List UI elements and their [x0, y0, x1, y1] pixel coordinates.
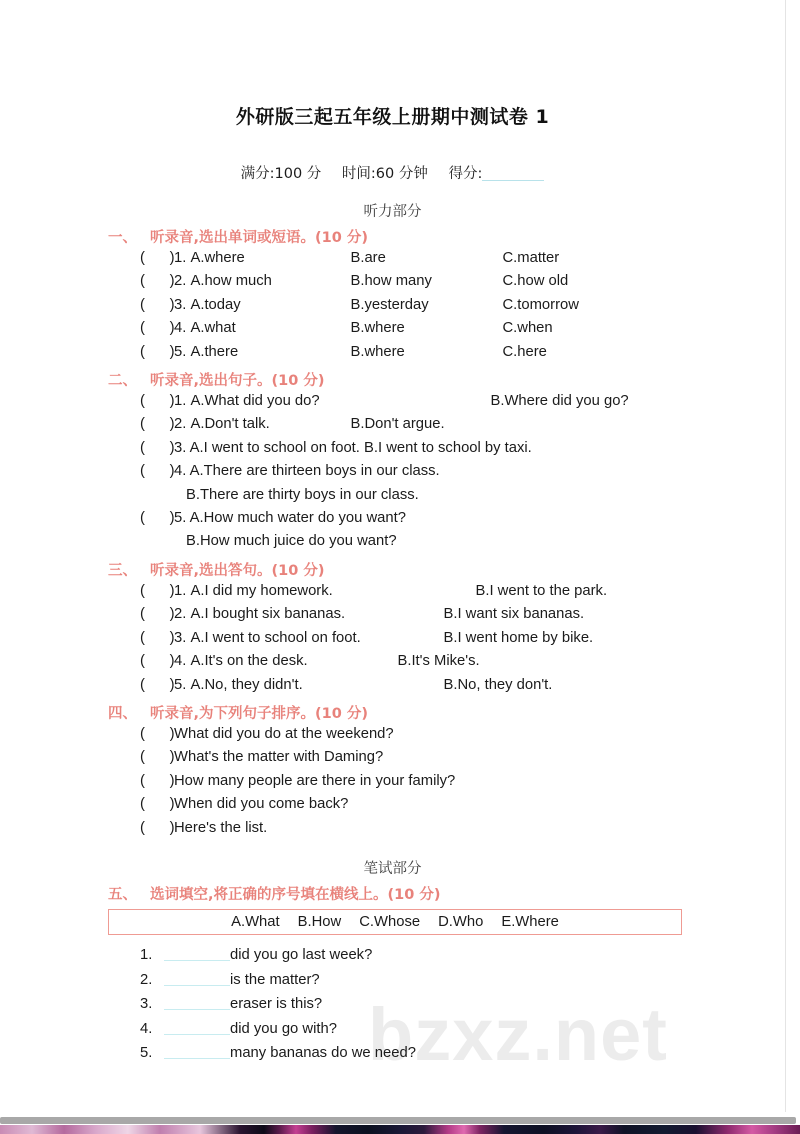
option-a[interactable]: A.there	[190, 343, 239, 360]
fill-in-row	[140, 1017, 785, 1042]
fill-in-text: is the matter?	[230, 971, 320, 988]
item-number: 1.	[174, 393, 187, 410]
page-divider-bar	[0, 1117, 796, 1124]
answer-bracket[interactable]: ( )	[140, 676, 175, 693]
section-2-items	[0, 390, 785, 554]
ordering-sentence[interactable]: When did you come back?	[174, 796, 349, 813]
answer-blank[interactable]	[164, 1009, 230, 1010]
next-page-preview-strip[interactable]	[0, 1125, 800, 1134]
option-b[interactable]: B.I went to the park.	[475, 582, 608, 599]
option-a[interactable]: A.I went to school on foot.	[190, 629, 361, 646]
item-number: 2.	[140, 971, 153, 988]
question-row	[140, 674, 785, 697]
listening-part-header: 听力部分	[363, 204, 422, 220]
section-heading-3	[108, 559, 785, 580]
option-b[interactable]: B.No, they don't.	[443, 676, 553, 693]
option-a[interactable]: A.Don't talk.	[190, 416, 270, 433]
option-b[interactable]: B.how many	[350, 273, 432, 290]
item-number: 2.	[174, 273, 187, 290]
option-b[interactable]: B.Where did you go?	[490, 393, 629, 410]
option-b[interactable]: B.are	[350, 250, 386, 266]
answer-bracket[interactable]: ( )	[140, 273, 175, 290]
option-a[interactable]: A.I went to school on foot. B.I went to school by taxi.	[189, 439, 532, 456]
answer-bracket[interactable]: ( )	[140, 796, 175, 813]
fill-in-text: eraser is this?	[230, 996, 323, 1013]
item-number: 1.	[140, 946, 153, 963]
section-heading-4	[108, 702, 785, 723]
item-number: 2.	[174, 416, 187, 433]
answer-bracket[interactable]: ( )	[140, 772, 175, 789]
score-blank[interactable]	[482, 180, 544, 181]
section-number-5: 五、	[108, 886, 137, 903]
word-bank-option[interactable]: A.What	[231, 913, 280, 930]
answer-bracket[interactable]: ( )	[140, 819, 175, 836]
answer-bracket[interactable]: ( )	[140, 416, 175, 433]
ordering-sentence[interactable]: What did you do at the weekend?	[174, 725, 394, 742]
ordering-sentence[interactable]: Here's the list.	[174, 819, 268, 836]
answer-blank[interactable]	[164, 960, 230, 961]
option-c[interactable]: C.tomorrow	[502, 296, 579, 313]
option-b[interactable]: B.where	[350, 320, 405, 337]
option-b[interactable]: B.It's Mike's.	[397, 653, 480, 670]
question-row	[140, 793, 785, 816]
item-number: 1.	[174, 250, 187, 266]
question-row	[140, 580, 785, 603]
section-title-3: 听录音,选出答句。(10 分)	[150, 562, 325, 579]
fill-in-text: did you go with?	[230, 1020, 337, 1037]
option-a[interactable]: A.how much	[190, 273, 272, 290]
option-a[interactable]: A.what	[190, 320, 236, 337]
option-b-continuation[interactable]: B.How much juice do you want?	[186, 533, 397, 550]
answer-bracket[interactable]: ( )	[140, 463, 175, 480]
question-row	[140, 723, 785, 746]
section-5-fill-items	[0, 943, 785, 1066]
answer-bracket[interactable]: ( )	[140, 343, 175, 360]
option-b[interactable]: B.I went home by bike.	[443, 629, 594, 646]
option-b-continuation[interactable]: B.There are thirty boys in our class.	[186, 486, 419, 503]
option-b[interactable]: B.I want six bananas.	[443, 606, 585, 623]
option-a[interactable]: A.No, they didn't.	[190, 676, 303, 693]
question-row	[140, 390, 785, 413]
fill-in-text: many bananas do we need?	[230, 1045, 416, 1062]
word-bank-option[interactable]: D.Who	[438, 913, 484, 930]
option-b[interactable]: B.yesterday	[350, 296, 429, 313]
section-heading-2	[108, 369, 785, 390]
section-1-items	[0, 247, 785, 364]
option-a[interactable]: A.where	[190, 250, 245, 266]
question-row	[140, 341, 785, 364]
option-c[interactable]: C.here	[502, 343, 547, 360]
question-row	[140, 270, 785, 293]
total-score-label: 满分:100 分	[240, 166, 322, 182]
answer-bracket[interactable]: ( )	[140, 250, 175, 266]
section-title-2: 听录音,选出句子。(10 分)	[150, 373, 325, 390]
word-bank-option[interactable]: E.Where	[501, 913, 559, 930]
answer-bracket[interactable]: ( )	[140, 439, 175, 456]
section-title-5: 选词填空,将正确的序号填在横线上。(10 分)	[150, 886, 441, 903]
section-number-3: 三、	[108, 562, 137, 579]
option-a[interactable]: A.How much water do you want?	[189, 510, 406, 527]
section-number-4: 四、	[108, 705, 137, 722]
item-number: 2.	[174, 606, 187, 623]
item-number: 3.	[174, 296, 187, 313]
option-c[interactable]: C.matter	[502, 250, 560, 266]
answer-bracket[interactable]: ( )	[140, 510, 175, 527]
answer-blank[interactable]	[164, 1058, 230, 1059]
question-row	[140, 627, 785, 650]
section-title-1: 听录音,选出单词或短语。(10 分)	[150, 230, 368, 246]
answer-bracket[interactable]: ( )	[140, 393, 175, 410]
question-row	[140, 507, 785, 530]
option-a[interactable]: A.I did my homework.	[190, 582, 333, 599]
question-row	[140, 413, 785, 436]
section-title-4: 听录音,为下列句子排序。(10 分)	[150, 705, 368, 722]
section-number-2: 二、	[108, 373, 137, 390]
word-bank-list	[222, 914, 568, 930]
answer-blank[interactable]	[164, 1034, 230, 1035]
question-row	[140, 437, 785, 460]
written-part-header: 笔试部分	[363, 860, 422, 877]
word-bank-box	[108, 909, 682, 935]
section-heading-5	[108, 883, 785, 904]
option-a[interactable]: A.What did you do?	[190, 393, 320, 410]
question-row	[140, 770, 785, 793]
item-number: 4.	[174, 653, 187, 670]
answer-blank[interactable]	[164, 985, 230, 986]
question-row	[140, 746, 785, 769]
item-number: 5.	[174, 676, 187, 693]
question-row	[140, 650, 785, 673]
option-b[interactable]: B.where	[350, 343, 405, 360]
item-number: 4.	[174, 320, 187, 337]
section-3-items	[0, 580, 785, 697]
option-a[interactable]: A.There are thirteen boys in our class.	[189, 463, 440, 480]
page-title: 外研版三起五年级上册期中测试卷 1	[235, 106, 550, 128]
section-number-1: 一、	[108, 230, 137, 246]
question-row	[140, 460, 785, 483]
option-c[interactable]: C.how old	[502, 273, 569, 290]
question-row	[140, 817, 785, 840]
exam-meta-line	[0, 162, 785, 183]
answer-bracket[interactable]: ( )	[140, 582, 175, 599]
question-row	[140, 294, 785, 317]
answer-bracket[interactable]: ( )	[140, 749, 175, 766]
option-c[interactable]: C.when	[502, 320, 553, 337]
answer-bracket[interactable]: ( )	[140, 653, 175, 670]
item-number: 5.	[174, 510, 187, 527]
item-number: 5.	[174, 343, 187, 360]
time-limit-label: 时间:60 分钟	[341, 166, 428, 182]
watermark-text: bzxz.net	[368, 993, 668, 1076]
question-row	[140, 603, 785, 626]
ordering-sentence[interactable]: How many people are there in your family?	[174, 772, 456, 789]
question-row	[140, 317, 785, 340]
score-label: 得分:	[448, 166, 483, 182]
word-bank-option[interactable]: B.How	[297, 913, 342, 930]
item-number: 3.	[174, 439, 187, 456]
fill-in-row	[140, 943, 785, 968]
answer-bracket[interactable]: ( )	[140, 629, 175, 646]
answer-bracket[interactable]: ( )	[140, 725, 175, 742]
answer-bracket[interactable]: ( )	[140, 296, 175, 313]
option-b[interactable]: B.Don't argue.	[350, 416, 445, 433]
option-a[interactable]: A.I bought six bananas.	[190, 606, 346, 623]
section-heading-1	[108, 226, 785, 247]
item-number: 4.	[140, 1020, 153, 1037]
option-a[interactable]: A.It's on the desk.	[190, 653, 308, 670]
answer-bracket[interactable]: ( )	[140, 606, 175, 623]
option-a[interactable]: A.today	[190, 296, 241, 313]
item-number: 5.	[140, 1045, 153, 1062]
item-number: 3.	[174, 629, 187, 646]
fill-in-text: did you go last week?	[230, 946, 373, 963]
fill-in-row	[140, 1041, 785, 1066]
section-4-items	[0, 723, 785, 840]
item-number: 1.	[174, 582, 187, 599]
fill-in-row	[140, 992, 785, 1017]
item-number: 4.	[174, 463, 187, 480]
answer-bracket[interactable]: ( )	[140, 320, 175, 337]
item-number: 3.	[140, 996, 153, 1013]
word-bank-option[interactable]: C.Whose	[359, 913, 421, 930]
fill-in-row	[140, 968, 785, 993]
question-row	[140, 247, 785, 270]
ordering-sentence[interactable]: What's the matter with Daming?	[174, 749, 384, 766]
